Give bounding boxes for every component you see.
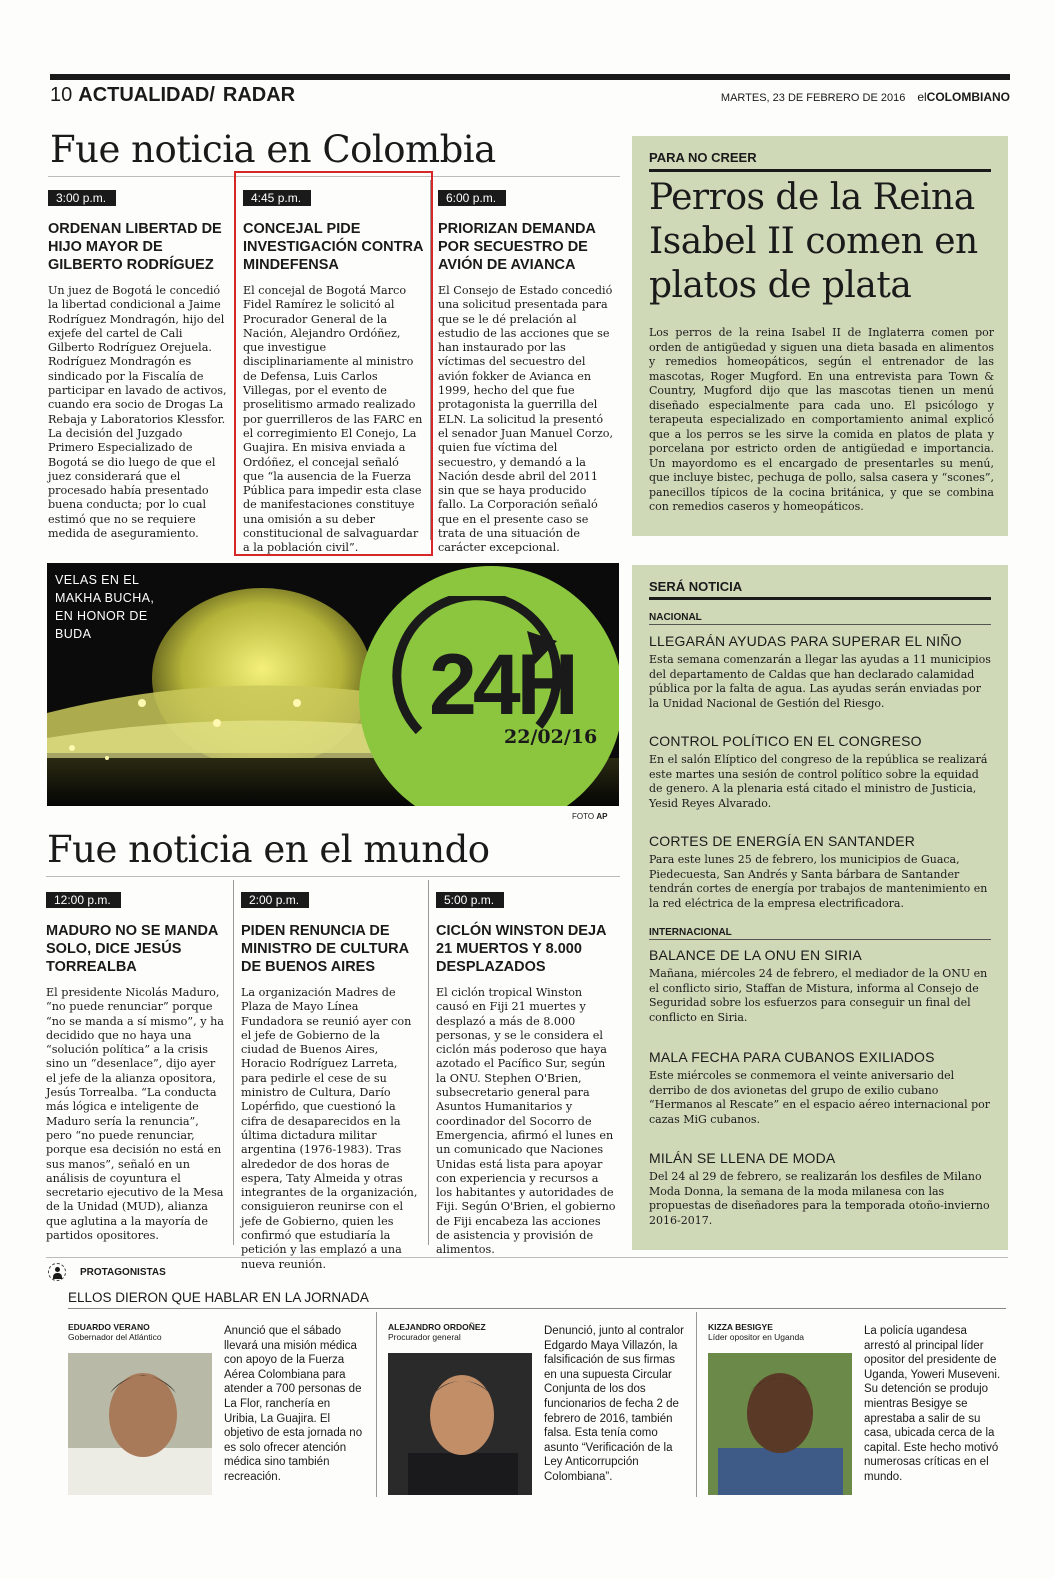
time-badge: 3:00 p.m. xyxy=(48,190,116,206)
colombia-story-3 xyxy=(438,187,616,556)
time-badge: 6:00 p.m. xyxy=(438,190,506,206)
page-number: 10 xyxy=(50,84,73,106)
time-badge: 2:00 p.m. xyxy=(241,892,309,908)
highlight-box xyxy=(234,171,433,556)
story-headline: PRIORIZAN DEMANDA POR SECUESTRO DE AVIÓN DE AVIANCA xyxy=(438,221,596,273)
divider xyxy=(649,939,991,940)
time-badge: 4:45 p.m. xyxy=(243,190,311,206)
subsection-name: RADAR xyxy=(222,84,296,106)
item-body: Esta semana comenzarán a llegar las ayudas a 11 municipios del departamento de Caldas que han declarado calamidad pública por la falta de agua. Las ayudas serán enviadas por la Unidad Nacional de Gestión del Riesgo. xyxy=(649,653,991,710)
column-divider xyxy=(428,880,429,1245)
sera-noticia-item xyxy=(649,947,991,1025)
person-text: Anunció que el sábado llevará una misión médica con apoyo de la Fuerza Aérea Colombiana para atender a 700 personas de La Flor, ranchería en Uribia, La Guajira. El objetivo de esta jornada no es solo ofrecer atención médica sino también recreación. xyxy=(224,1325,363,1483)
mundo-story-2 xyxy=(241,889,421,1272)
time-badge: 5:00 p.m. xyxy=(436,892,504,908)
story-body: El concejal de Bogotá Marco Fidel Ramírez le solicitó al Procurador General de la Nación, Alejandro Ordóñez, que investigue disciplinariamente al ministro de Defensa, Luis Carlos Villegas, por el evento de proselitismo armado realizado por guerrilleros de las FARC en el corregimiento El Conejo, La Guajira. En misiva enviada a Ordóñez, el concejal señaló que “la ausencia de la Fuerza Pública para impedir esta clase de manifestaciones constituye una omisión a su deber constitucional de salvaguardar a la población civil”. xyxy=(243,284,423,555)
sera-noticia-item xyxy=(649,833,991,911)
credit-label: FOTO xyxy=(572,812,595,821)
story-headline: MADURO NO SE MANDA SOLO, DICE JESÚS TORREALBA xyxy=(46,923,218,975)
24h-badge xyxy=(359,566,619,806)
divider xyxy=(68,1308,1006,1309)
item-headline: CONTROL POLÍTICO EN EL CONGRESO xyxy=(649,733,922,749)
time-badge: 12:00 p.m. xyxy=(46,892,121,908)
mundo-story-1 xyxy=(46,889,226,1243)
story-body: El ciclón tropical Winston causó en Fiji 21 muertes y desplazó a más de 8.000 personas, y se le considera el ciclón más poderoso que haya azotado el Pacífico Sur, según la ONU. Stephen O'Brien, subsecretario general para Asuntos Humanitarios y coordinador del Socorro de Emergencia, afirmó el lunes en un comunicado que Naciones Unidas está lista para apoyar con experiencia y recursos a los habitantes y autoridades de Fiji. Según O'Brien, el gobierno de Fiji encabeza las acciones de asistencia y provisión de alimentos. xyxy=(436,986,616,1257)
person-name: EDUARDO VERANO xyxy=(68,1322,150,1332)
item-headline: MILÁN SE LLENA DE MODA xyxy=(649,1150,836,1166)
item-headline: MALA FECHA PARA CUBANOS EXILIADOS xyxy=(649,1049,935,1065)
column-divider xyxy=(430,180,431,540)
kicker-rule xyxy=(649,597,991,600)
para-no-creer-title: Perros de la Reina Isabel II comen en platos de plata xyxy=(649,177,978,306)
story-headline: ORDENAN LIBERTAD DE HIJO MAYOR DE GILBERTO RODRÍGUEZ xyxy=(48,221,222,273)
portrait-kizza-besigye xyxy=(708,1353,852,1495)
item-body: Del 24 al 29 de febrero, se realizarán los desfiles de Milano Moda Donna, la semana de la moda milanesa con las propuestas de diseñadores para la temporada otoño-invierno 2016-2017. xyxy=(649,1170,990,1227)
item-headline: BALANCE DE LA ONU EN SIRIA xyxy=(649,947,862,963)
issue-date: MARTES, 23 DE FEBRERO DE 2016 xyxy=(720,92,906,104)
story-body: La organización Madres de Plaza de Mayo Línea Fundadora se reunió ayer con el jefe de Gobierno de la ciudad de Buenos Aires, Horacio Rodríguez Larreta, para pedirle el cese de su ministro de Cultura, Darío Lopérfido, que cuestionó la cifra de desaparecidos en la última dictadura militar argentina (1976-1983). Tras alrededor de dos horas de espera, Taty Almeida y otras integrantes de la organización, consiguieron reunirse con el jefe de Gobierno, quien les confirmó que estudiaría la petición y las emplazó a una nueva reunión. xyxy=(241,986,418,1271)
person-role: Procurador general xyxy=(388,1332,461,1342)
mundo-story-3 xyxy=(436,889,616,1258)
person-name: KIZZA BESIGYE xyxy=(708,1322,773,1332)
kicker-rule xyxy=(649,169,991,172)
colombia-title: Fue noticia en Colombia xyxy=(50,128,496,171)
sera-noticia-kicker: SERÁ NOTICIA xyxy=(649,579,743,594)
brand-name: COLOMBIANO xyxy=(926,90,1010,104)
para-no-creer-body: Los perros de la reina Isabel II de Inglaterra comen por orden de antigüedad y siguen una dieta basada en alimentos y remedios homeopáticos, según el entrenador de las mascotas, Roger Mugford. En una entrevista para Town & Country, Mugford dijo que las mascotas tienen un menú diseñado especialmente para cada uno. El psicólogo y terapeuta especializado en comportamiento animal explicó que a los perros se les sirve la comida en platos de plata y porcelana por estricto orden de antigüedad e importancia. Un mayordomo es el encargado de presentarles su menú, que incluye bistec, pechuga de pollo, salsa casera y “scones”, panecillos típicos de la cocina británica, y que se combina con remedios caseros y homeopáticos. xyxy=(649,326,994,513)
person-role: Líder opositor en Uganda xyxy=(708,1332,804,1342)
para-no-creer-kicker: PARA NO CREER xyxy=(649,150,757,165)
item-body: En el salón Elíptico del congreso de la república se realizará este martes una sesión de control político sobre la equidad de genero. A la plenaria está citado el ministro de Justicia, Yesid Reyes Alvarado. xyxy=(649,753,988,810)
portrait-alejandro-ordonez xyxy=(388,1353,532,1495)
column-divider xyxy=(376,1312,377,1497)
brand-prefix: el xyxy=(917,90,927,104)
sera-noticia-item xyxy=(649,1150,991,1228)
person-text: La policía ugandesa arrestó al principal líder opositor del presidente de Uganda, Yoweri Museveni. Su detención se produjo mientras Besigye se aprestaba a salir de su casa, ubicada cerca de la capital. Este hecho motivó numerosas críticas en el mundo. xyxy=(864,1325,1001,1483)
protagonist-3 xyxy=(708,1322,804,1342)
column-divider xyxy=(233,880,234,1245)
photo-credit xyxy=(572,812,607,821)
person-role: Gobernador del Atlántico xyxy=(68,1332,162,1342)
item-headline: CORTES DE ENERGÍA EN SANTANDER xyxy=(649,833,916,849)
sera-noticia-box xyxy=(632,565,1008,1250)
masthead-logo xyxy=(917,90,1010,104)
credit-source: AP xyxy=(596,812,608,821)
item-body: Mañana, miércoles 24 de febrero, el mediador de la ONU en el conflicto sirio, Staffan de Mistura, informa al Consejo de Seguridad sobre los esfuerzos para conseguir un final del conflicto en Siria. xyxy=(649,967,988,1024)
item-headline: LLEGARÁN AYUDAS PARA SUPERAR EL NIÑO xyxy=(649,633,962,649)
divider xyxy=(46,1257,1008,1258)
mundo-title: Fue noticia en el mundo xyxy=(47,828,490,871)
protagonistas-title: PROTAGONISTAS xyxy=(80,1267,166,1278)
divider xyxy=(46,876,620,877)
divider xyxy=(649,624,991,625)
sera-noticia-item xyxy=(649,1049,991,1127)
column-divider xyxy=(696,1312,697,1497)
sera-noticia-item xyxy=(649,733,991,811)
item-body: Este miércoles se conmemora el veinte aniversario del derribo de dos avionetas del grupo de exilio cubano “Hermanos al Rescate” en el espacio aéreo internacional por cazas MiG cubanos. xyxy=(649,1069,991,1126)
item-body: Para este lunes 25 de febrero, los municipios de Guaca, Piedecuesta, San Andrés y Santa bárbara de Santander tendrán cortes de energía por trabajos de mantenimiento en la red eléctrica de la empresa electrificadora. xyxy=(649,853,988,910)
photo-caption: VELAS EN EL MAKHA BUCHA, EN HONOR DE BUDA xyxy=(55,573,155,641)
header-rule xyxy=(50,74,1010,80)
protagonistas-subtitle: ELLOS DIERON QUE HABLAR EN LA JORNADA xyxy=(68,1290,369,1305)
protagonist-1 xyxy=(68,1322,162,1342)
story-body: El Consejo de Estado concedió una solicitud presentada para que se le dé prelación al estudio de las acciones que se han instaurado por las víctimas del secuestro del avión fokker de Avianca en 1999, hecho del que fue protagonista la guerrilla del ELN. La solicitud la presentó el senador Juan Manuel Corzo, quien fue víctima del secuestro, y demandó a la Nación desde abril del 2011 sin que se haya producido fallo. La Corporación señaló que en el presente caso se trata de una situación de carácter excepcional. xyxy=(438,284,614,555)
story-body: Un juez de Bogotá le concedió la libertad condicional a Jaime Rodríguez Mondragón, hijo del exjefe del cartel de Cali Gilberto Rodríguez Orejuela. Rodríguez Mondragón es sindicado por la Fiscalía de participar en lavado de activos, cuando era socio de Drogas La Rebaja y Laboratorios Klessfor. La decisión del Juzgado Primero Especializado de Bogotá se dio luego de que el juez considerará que el procesado había presentado buena conducta; por lo cual estimó que no se requiere medida de aseguramiento. xyxy=(48,284,227,541)
story-headline: CONCEJAL PIDE INVESTIGACIÓN CONTRA MINDEFENSA xyxy=(243,221,423,273)
story-headline: PIDEN RENUNCIA DE MINISTRO DE CULTURA DE BUENOS AIRES xyxy=(241,923,409,975)
para-no-creer-box xyxy=(632,136,1008,536)
24h-label: 24H xyxy=(429,637,575,733)
person-text: Denunció, junto al contralor Edgardo Maya Villazón, la falsificación de sus firmas en una supuesta Circular Conjunta de los dos funcionarios de fecha 2 de febrero de 2016, también falsa. Esta tenía como asunto “Verificación de la Ley Anticorrupción Colombiana”. xyxy=(544,1325,684,1483)
national-label: NACIONAL xyxy=(649,612,702,623)
user-icon xyxy=(48,1263,66,1281)
24h-date: 22/02/16 xyxy=(504,726,598,748)
portrait-eduardo-verano xyxy=(68,1353,212,1495)
story-body: El presidente Nicolás Maduro, “no puede renunciar” porque “no se manda a sí mismo”, y ha decidido que no haya una “solución política” a la crisis sino un “desenlace”, dijo ayer el jefe de la alianza opositora, Jesús Torrealba. “La conducta más lógica e inteligente de Maduro sería la renuncia”, pero “no puede renunciar, porque esa decisión no está en sus manos”, señaló en un análisis de coyuntura el secretario ejecutivo de la Mesa de la Unidad (MUD), alianza que aglutina a la mayoría de partidos opositores. xyxy=(46,986,224,1243)
sera-noticia-item xyxy=(649,633,991,711)
protagonist-2 xyxy=(388,1322,486,1342)
international-label: INTERNACIONAL xyxy=(649,927,732,938)
colombia-story-1 xyxy=(48,187,228,541)
story-headline: CICLÓN WINSTON DEJA 21 MUERTOS Y 8.000 DESPLAZADOS xyxy=(436,923,606,975)
person-name: ALEJANDRO ORDOÑEZ xyxy=(388,1322,486,1332)
section-name: ACTUALIDAD/ xyxy=(78,84,215,106)
page-header xyxy=(50,84,1010,110)
